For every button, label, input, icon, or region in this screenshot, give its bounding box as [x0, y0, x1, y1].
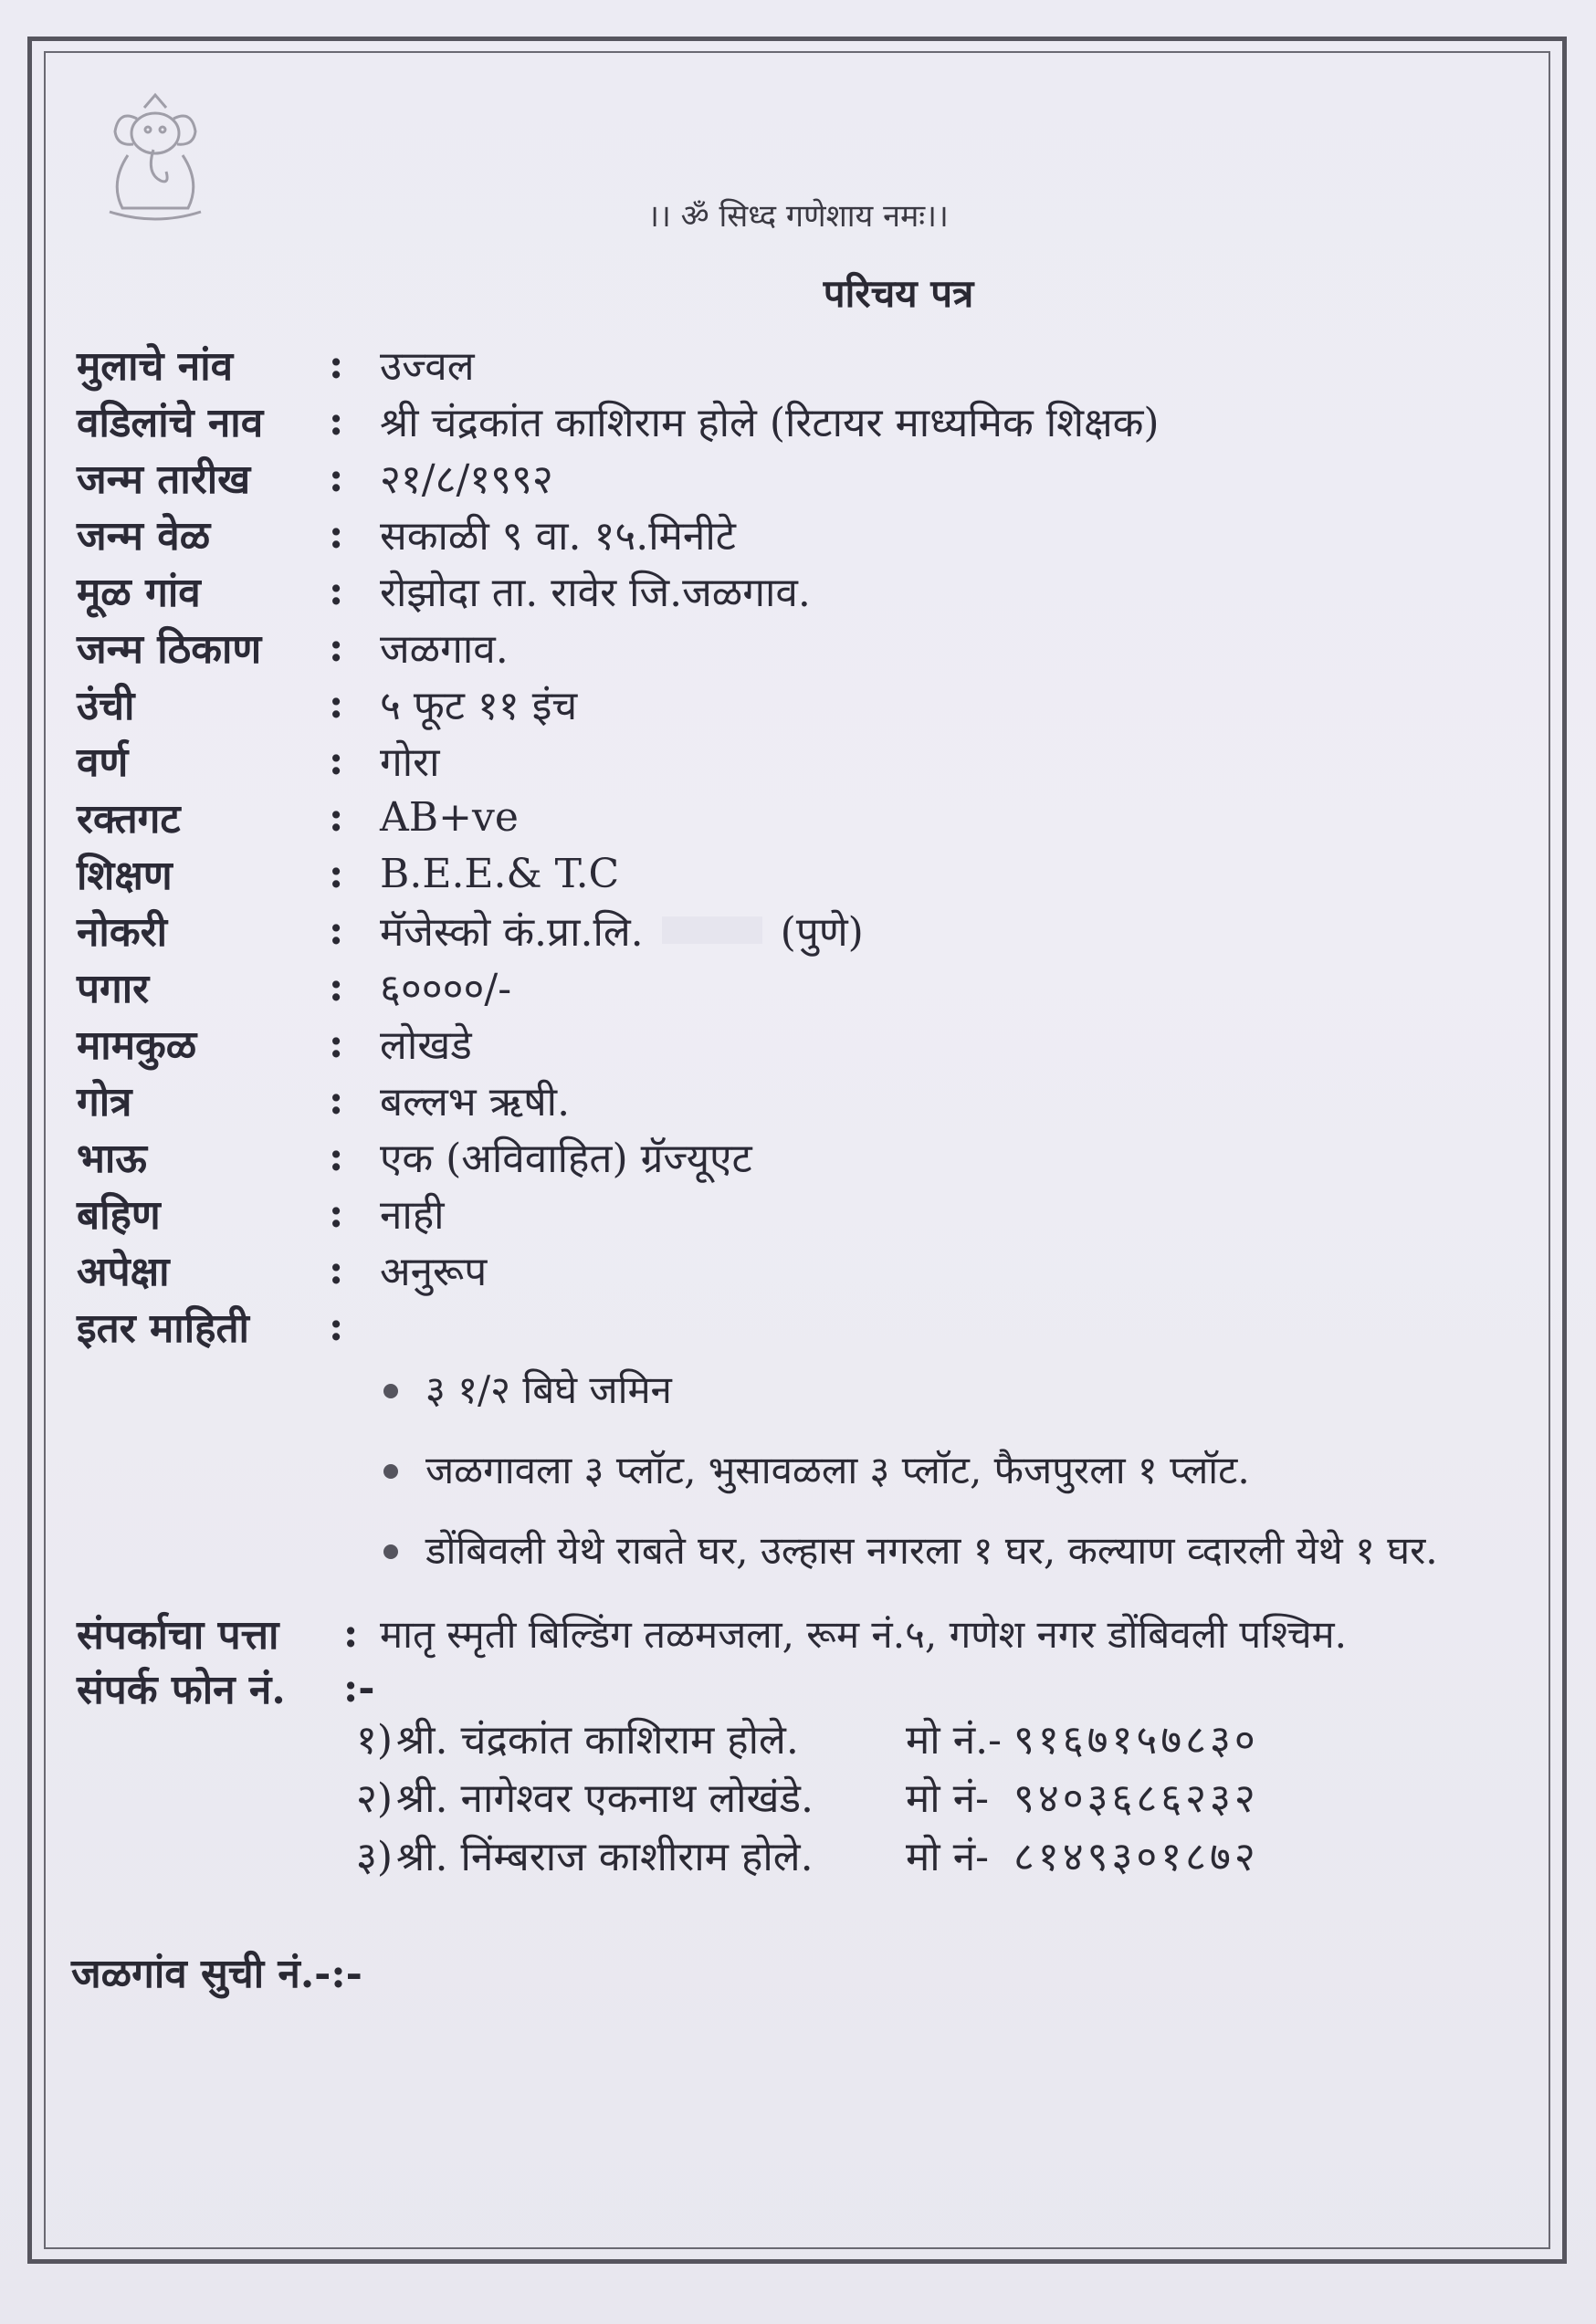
- bullet-icon: [383, 1464, 398, 1479]
- field-row: [77, 506, 736, 562]
- field-row: [77, 1015, 472, 1072]
- contact-number: ३): [356, 1834, 394, 1880]
- field-separator: :: [329, 567, 344, 614]
- field-row: [77, 449, 553, 506]
- contact-row: [356, 1826, 1259, 1884]
- field-row: [77, 732, 440, 789]
- field-row: [77, 1241, 487, 1298]
- field-row: [77, 1072, 570, 1128]
- list-item: [378, 1358, 1519, 1422]
- field-value: ६००००/-: [380, 966, 512, 1012]
- field-label: अपेक्षा: [77, 1249, 170, 1295]
- bullet-icon: [383, 1544, 398, 1559]
- field-separator: :: [329, 793, 344, 841]
- address-label: संपर्काचा पत्ता: [77, 1612, 279, 1659]
- field-label: भाऊ: [77, 1136, 147, 1182]
- address-separator: :: [343, 1609, 359, 1657]
- field-label: बहिण: [77, 1192, 161, 1239]
- field-value: अनुरूप: [380, 1249, 488, 1295]
- phone-separator: :-: [343, 1664, 375, 1712]
- invocation-mantra: ।। ॐ सिध्द गणेशाय नमः।।: [647, 198, 949, 235]
- field-separator: :: [329, 850, 344, 897]
- field-label: जन्म ठिकाण: [77, 626, 262, 673]
- field-row: [77, 675, 577, 732]
- field-separator: :: [329, 1020, 344, 1067]
- field-label: मुलाचे नांव: [77, 343, 234, 390]
- field-row: [77, 562, 811, 619]
- field-value: एक (अविवाहित) ग्रॅज्यूएट: [380, 1136, 752, 1182]
- field-label: मूळ गांव: [77, 570, 201, 616]
- field-row: [77, 902, 864, 958]
- field-label: गोत्र: [77, 1079, 132, 1125]
- list-item-text: डोंबिवली येथे राबते घर, उल्हास नगरला १ घर, कल्याण व्दारली येथे १ घर.: [425, 1528, 1438, 1573]
- field-row: [77, 958, 511, 1015]
- field-value: मॅजेस्को कं.प्रा.लि.: [380, 909, 644, 956]
- field-separator: :: [329, 1246, 344, 1293]
- mobile-label: मो नं-: [906, 1834, 989, 1880]
- phone-number[interactable]: ८१४९३०१८७२: [1013, 1834, 1259, 1880]
- field-value-suffix: (पुणे): [780, 909, 864, 956]
- contact-name: श्री. चंद्रकांत काशिराम होले.: [396, 1717, 799, 1764]
- field-label: वर्ण: [77, 739, 129, 786]
- field-row: [77, 336, 475, 393]
- field-separator: :: [329, 454, 344, 501]
- field-separator: :: [329, 680, 344, 728]
- contact-name: श्री. निंम्बराज काशीराम होले.: [396, 1834, 814, 1880]
- bullet-icon: [383, 1384, 398, 1398]
- address-value: मातृ स्मृती बिल्डिंग तळमजला, रूम नं.५, गणेश नगर डोंबिवली पश्चिम.: [380, 1611, 1348, 1657]
- field-label: जन्म तारीख: [77, 456, 251, 503]
- list-item-text: जळगावला ३ प्लॉट, भुसावळला ३ प्लॉट, फैजपुरला १ प्लॉट.: [425, 1448, 1250, 1492]
- list-item: [378, 1439, 1519, 1502]
- field-value: सकाळी ९ वा. १५.मिनीटे: [380, 513, 736, 560]
- field-value: जळगाव.: [380, 626, 509, 673]
- blurred-text: [662, 916, 762, 944]
- field-separator: :: [329, 737, 344, 784]
- field-separator: :: [329, 1133, 344, 1180]
- field-separator: :: [329, 510, 344, 558]
- phone-number[interactable]: ९४०३६८६२३२: [1013, 1775, 1259, 1822]
- phone-label: संपर्क फोन नं.: [77, 1667, 286, 1713]
- address-row: [77, 1605, 1347, 1661]
- contact-list: [356, 1709, 1259, 1884]
- field-value: २१/८/१९९२: [380, 456, 553, 503]
- field-separator: :: [329, 397, 344, 445]
- field-value: नाही: [380, 1192, 445, 1239]
- field-value: उज्वल: [380, 343, 475, 390]
- field-value: श्री चंद्रकांत काशिराम होले (रिटायर माध्यमिक शिक्षक): [380, 400, 1160, 446]
- field-separator: :: [329, 1303, 344, 1350]
- mobile-label: मो नं-: [906, 1775, 989, 1822]
- field-separator: :: [329, 906, 344, 954]
- field-value: AB+ve: [380, 793, 519, 841]
- field-value: ५ फूट ११ इंच: [380, 683, 578, 729]
- contact-row: [356, 1767, 1259, 1826]
- field-separator: :: [329, 623, 344, 671]
- field-row: [77, 845, 619, 902]
- phone-number[interactable]: ९१६७१५७८३०: [1013, 1717, 1259, 1764]
- field-label: पगार: [77, 966, 150, 1012]
- contact-number: १): [356, 1717, 394, 1764]
- list-item-text: ३ १/२ बिघे जमिन: [425, 1367, 672, 1412]
- field-label: जन्म वेळ: [77, 513, 211, 560]
- field-label: नोकरी: [77, 909, 167, 956]
- field-label: रक्तगट: [77, 796, 181, 843]
- field-separator: :: [329, 1076, 344, 1124]
- registry-number-label: जळगांव सुची नं.-:-: [71, 1951, 362, 1997]
- list-item: [378, 1519, 1519, 1583]
- field-value: रोझोदा ता. रावेर जि.जळगाव.: [380, 570, 811, 616]
- field-row: [77, 789, 519, 845]
- field-label: इतर माहिती: [77, 1305, 249, 1352]
- field-label: शिक्षण: [77, 853, 173, 899]
- field-value: लोखडे: [380, 1022, 472, 1069]
- field-row: [77, 1128, 752, 1185]
- phone-row: [77, 1659, 394, 1716]
- field-row: [77, 619, 509, 675]
- mobile-label: मो नं.-: [906, 1717, 1002, 1764]
- contact-row: [356, 1709, 1259, 1767]
- field-label: मामकुळ: [77, 1022, 197, 1069]
- field-value: बल्लभ ऋषी.: [380, 1079, 571, 1125]
- field-value: B.E.E.& T.C: [380, 850, 620, 897]
- field-row: [77, 1185, 445, 1241]
- field-value: गोरा: [380, 739, 440, 786]
- page-title: परिचय पत्र: [823, 271, 974, 316]
- field-label: वडिलांचे नाव: [77, 400, 264, 446]
- other-info-list: [378, 1358, 1519, 1599]
- field-separator: :: [329, 963, 344, 1010]
- field-row: [77, 1298, 380, 1355]
- field-separator: :: [329, 340, 344, 388]
- field-separator: :: [329, 1189, 344, 1237]
- field-label: उंची: [77, 683, 135, 729]
- contact-number: २): [356, 1775, 394, 1822]
- contact-name: श्री. नागेश्वर एकनाथ लोखंडे.: [396, 1775, 814, 1822]
- field-row: [77, 393, 1160, 449]
